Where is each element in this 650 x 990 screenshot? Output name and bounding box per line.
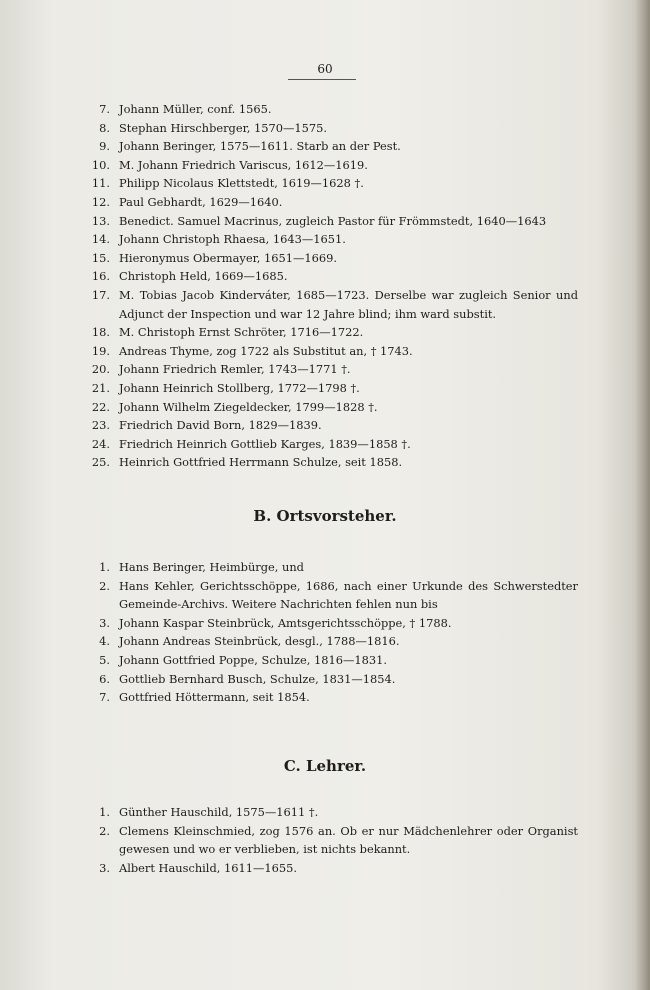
list-item xyxy=(88,379,578,398)
list-item xyxy=(88,156,578,175)
list-item xyxy=(88,398,578,417)
item-number: 5. xyxy=(99,652,110,667)
list-item xyxy=(88,286,578,323)
item-number: 3. xyxy=(99,860,110,875)
page-number-rule xyxy=(288,79,356,80)
item-number: 4. xyxy=(99,634,110,649)
item-number: 12. xyxy=(91,194,110,209)
list-item xyxy=(88,670,578,689)
item-text: Johann Wilhelm Ziegeldecker, 1799—1828 †. xyxy=(119,399,378,414)
item-number: 11. xyxy=(91,176,110,191)
section-heading-lehrer: C. Lehrer. xyxy=(283,757,367,775)
item-text: Friedrich Heinrich Gottlieb Karges, 1839—1858 †. xyxy=(119,436,411,451)
list-item xyxy=(88,803,578,822)
list-item xyxy=(88,859,578,878)
item-text: Gottfried Höttermann, seit 1854. xyxy=(119,690,310,705)
item-number: 19. xyxy=(91,343,110,358)
item-number: 24. xyxy=(91,436,110,451)
item-text: Johann Gottfried Poppe, Schulze, 1816—1831. xyxy=(119,652,388,667)
item-number: 18. xyxy=(91,325,110,340)
item-text: Paul Gebhardt, 1629—1640. xyxy=(119,194,283,209)
list-item xyxy=(88,342,578,361)
ortsvorsteher-list xyxy=(88,558,578,707)
item-number: 2. xyxy=(99,823,110,838)
section-heading-ortsvorsteher: B. Ortsvorsteher. xyxy=(253,507,397,525)
item-text-continuation: Gemeinde-Archivs. Weitere Nachrichten fehlen nun bis xyxy=(119,597,438,612)
list-item xyxy=(88,632,578,651)
item-text: M. Johann Friedrich Variscus, 1612—1619. xyxy=(119,157,368,172)
list-item xyxy=(88,577,578,614)
item-text: Johann Heinrich Stollberg, 1772—1798 †. xyxy=(119,380,360,395)
item-text: Johann Kaspar Steinbrück, Amtsgerichtsschöppe, † 1788. xyxy=(119,615,452,630)
item-number: 1. xyxy=(99,805,110,819)
item-number: 22. xyxy=(91,399,110,414)
item-number: 13. xyxy=(91,213,110,228)
list-item xyxy=(88,193,578,212)
item-number: 17. xyxy=(91,287,110,302)
item-number: 3. xyxy=(99,615,110,630)
item-text: Friedrich David Born, 1829—1839. xyxy=(119,418,322,433)
item-text-continuation: Adjunct der Inspection und war 12 Jahre blind; ihm ward substit. xyxy=(119,306,497,321)
list-item xyxy=(88,558,578,577)
item-number: 7. xyxy=(99,690,110,705)
item-text: Andreas Thyme, zog 1722 als Substitut an, † 1743. xyxy=(119,343,413,358)
item-number: 16. xyxy=(91,269,110,284)
item-text: M. Christoph Ernst Schröter, 1716—1722. xyxy=(119,325,364,340)
list-item xyxy=(88,137,578,156)
page-number: 60 xyxy=(317,62,333,76)
list-item xyxy=(88,119,578,138)
item-number: 1. xyxy=(99,560,110,574)
item-text: Christoph Held, 1669—1685. xyxy=(119,269,288,284)
item-number: 15. xyxy=(91,250,110,265)
list-item xyxy=(88,212,578,231)
lehrer-list xyxy=(88,803,578,877)
list-item xyxy=(88,249,578,268)
pastor-list xyxy=(88,100,578,472)
item-number: 25. xyxy=(91,455,110,470)
item-text: Günther Hauschild, 1575—1611 †. xyxy=(119,805,319,819)
list-item xyxy=(88,453,578,472)
list-item xyxy=(88,651,578,670)
item-text: Philipp Nicolaus Klettstedt, 1619—1628 †. xyxy=(119,176,364,191)
item-text-continuation: gewesen und wo er verblieben, ist nichts bekannt. xyxy=(119,842,411,857)
item-number: 8. xyxy=(99,120,110,135)
item-number: 14. xyxy=(91,232,110,247)
item-text: Johann Friedrich Remler, 1743—1771 †. xyxy=(119,362,351,377)
list-item xyxy=(88,323,578,342)
list-item xyxy=(88,174,578,193)
item-number: 9. xyxy=(99,139,110,154)
list-item xyxy=(88,688,578,707)
item-text: Hans Beringer, Heimbürge, und xyxy=(119,560,304,574)
list-item xyxy=(88,230,578,249)
list-item xyxy=(88,435,578,454)
list-item xyxy=(88,822,578,859)
item-text: Stephan Hirschberger, 1570—1575. xyxy=(119,120,328,135)
list-item xyxy=(88,416,578,435)
item-text: Gottlieb Bernhard Busch, Schulze, 1831—1854. xyxy=(119,671,396,686)
list-item xyxy=(88,614,578,633)
list-item xyxy=(88,100,578,119)
item-number: 7. xyxy=(99,102,110,116)
list-item xyxy=(88,360,578,379)
item-text: Benedict. Samuel Macrinus, zugleich Pastor für Frömmstedt, 1640—1643 xyxy=(119,213,547,228)
item-number: 2. xyxy=(99,578,110,593)
item-number: 6. xyxy=(99,671,110,686)
item-text: Hans Kehler, Gerichtsschöppe, 1686, nach einer Urkunde des Schwerstedter xyxy=(119,578,578,593)
book-spine xyxy=(636,0,650,990)
item-text: Johann Andreas Steinbrück, desgl., 1788—1816. xyxy=(119,634,400,649)
list-item xyxy=(88,267,578,286)
item-text: Clemens Kleinschmied, zog 1576 an. Ob er nur Mädchenlehrer oder Organist xyxy=(119,823,578,838)
item-text: Albert Hauschild, 1611—1655. xyxy=(119,860,297,875)
item-number: 23. xyxy=(91,418,110,433)
item-number: 21. xyxy=(91,380,110,395)
item-text: Hieronymus Obermayer, 1651—1669. xyxy=(119,250,338,265)
item-number: 20. xyxy=(91,362,110,377)
item-text: Johann Beringer, 1575—1611. Starb an der Pest. xyxy=(119,139,401,154)
item-number: 10. xyxy=(91,157,110,172)
item-text: Johann Müller, conf. 1565. xyxy=(119,102,272,116)
item-text: Johann Christoph Rhaesa, 1643—1651. xyxy=(119,232,346,247)
item-text: M. Tobias Jacob Kinderváter, 1685—1723. Derselbe war zugleich Senior und xyxy=(119,287,578,302)
item-text: Heinrich Gottfried Herrmann Schulze, seit 1858. xyxy=(119,455,403,470)
